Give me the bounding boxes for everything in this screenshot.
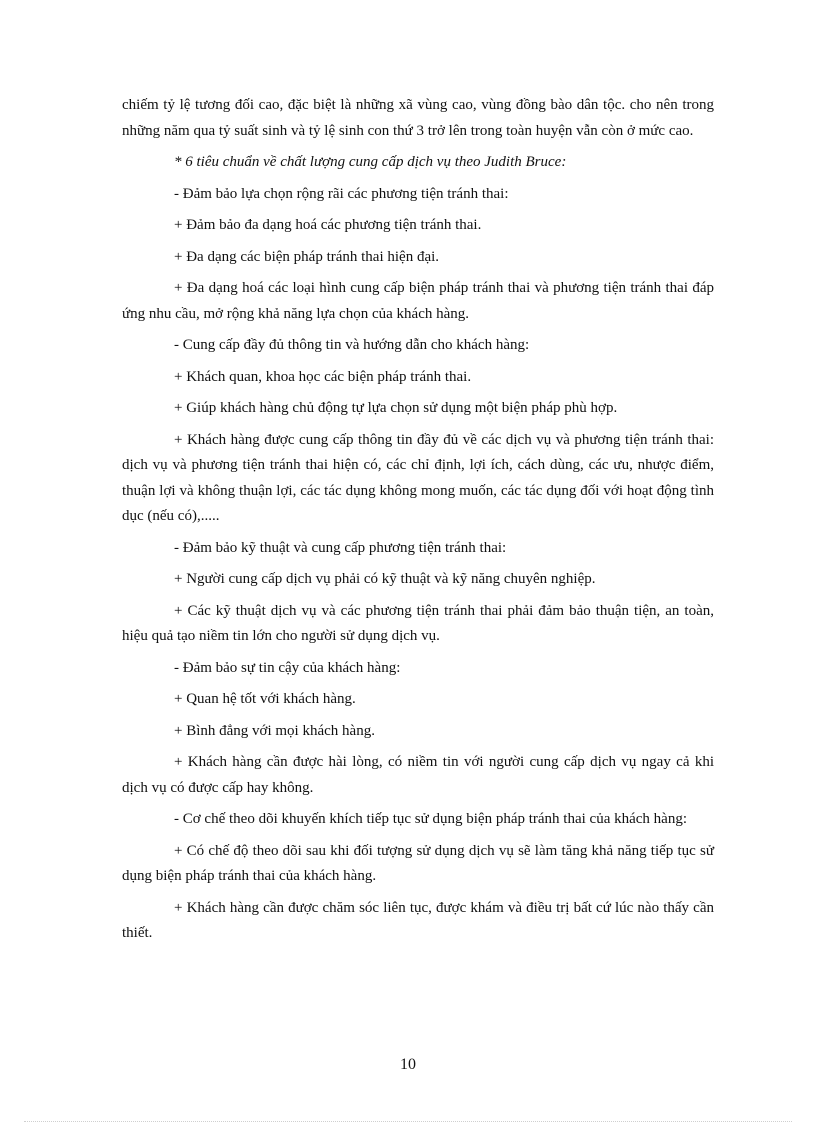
criterion-3: - Đảm bảo kỹ thuật và cung cấp phương tiện tránh thai: [174, 539, 507, 556]
list-item: + Khách hàng cần được hài lòng, có niềm tin với người cung cấp dịch vụ ngay cả khi dịch vụ có được cấp hay không. [122, 754, 714, 796]
body-text [122, 93, 714, 953]
list-item: + Quan hệ tốt với khách hàng. [174, 691, 356, 707]
page-divider [24, 1121, 792, 1122]
section-heading: * 6 tiêu chuẩn về chất lượng cung cấp dịch vụ theo Judith Bruce: [174, 154, 567, 170]
criterion-4: - Đảm bảo sự tin cậy của khách hàng: [174, 659, 401, 676]
list-item: + Khách hàng cần được chăm sóc liên tục, được khám và điều trị bất cứ lúc nào thấy cần thiết. [122, 899, 714, 941]
list-item: + Bình đẳng với mọi khách hàng. [174, 722, 375, 739]
list-item: + Đa dạng hoá các loại hình cung cấp biện pháp tránh thai và phương tiện tránh thai đáp ứng nhu cầu, mở rộng khả năng lựa chọn của khách hàng. [122, 280, 714, 322]
criterion-2: - Cung cấp đầy đủ thông tin và hướng dẫn cho khách hàng: [174, 337, 530, 353]
list-item: + Đa dạng các biện pháp tránh thai hiện đại. [174, 248, 440, 265]
list-item: + Giúp khách hàng chủ động tự lựa chọn sử dụng một biện pháp phù hợp. [174, 400, 618, 416]
criterion-5: - Cơ chế theo dõi khuyến khích tiếp tục sử dụng biện pháp tránh thai của khách hàng: [174, 811, 688, 827]
list-item: + Có chế độ theo dõi sau khi đối tượng sử dụng dịch vụ sẽ làm tăng khả năng tiếp tục sử dụng biện pháp tránh thai của khách hàng. [122, 842, 714, 884]
page-number: 10 [400, 1056, 416, 1073]
list-item: + Khách quan, khoa học các biện pháp tránh thai. [174, 368, 472, 385]
list-item: + Các kỹ thuật dịch vụ và các phương tiện tránh thai phải đảm bảo thuận tiện, an toàn, hiệu quả tạo niềm tin lớn cho người sử dụng dịch vụ. [122, 602, 714, 644]
list-item: + Người cung cấp dịch vụ phải có kỹ thuật và kỹ năng chuyên nghiệp. [174, 571, 596, 587]
criterion-1: - Đảm bảo lựa chọn rộng rãi các phương tiện tránh thai: [174, 185, 509, 202]
paragraph-continuation: chiếm tỷ lệ tương đối cao, đặc biệt là những xã vùng cao, vùng đồng bào dân tộc. cho nên trong những năm qua tỷ suất sinh và tỷ lệ sinh con thứ 3 trở lên trong toàn huyện vẫn còn ở mức cao. [122, 97, 714, 139]
list-item: + Đảm bảo đa dạng hoá các phương tiện tránh thai. [174, 217, 482, 233]
list-item: + Khách hàng được cung cấp thông tin đầy đủ về các dịch vụ và phương tiện tránh thai: dịch vụ và phương tiện tránh thai hiện có, các chỉ định, lợi ích, cách dùng, các ưu, nhược điểm, thuận lợi và không thuận lợi, các tác dụng không mong muốn, các tác dụng đối với hoạt động tình dục (nếu có),..... [122, 431, 714, 524]
